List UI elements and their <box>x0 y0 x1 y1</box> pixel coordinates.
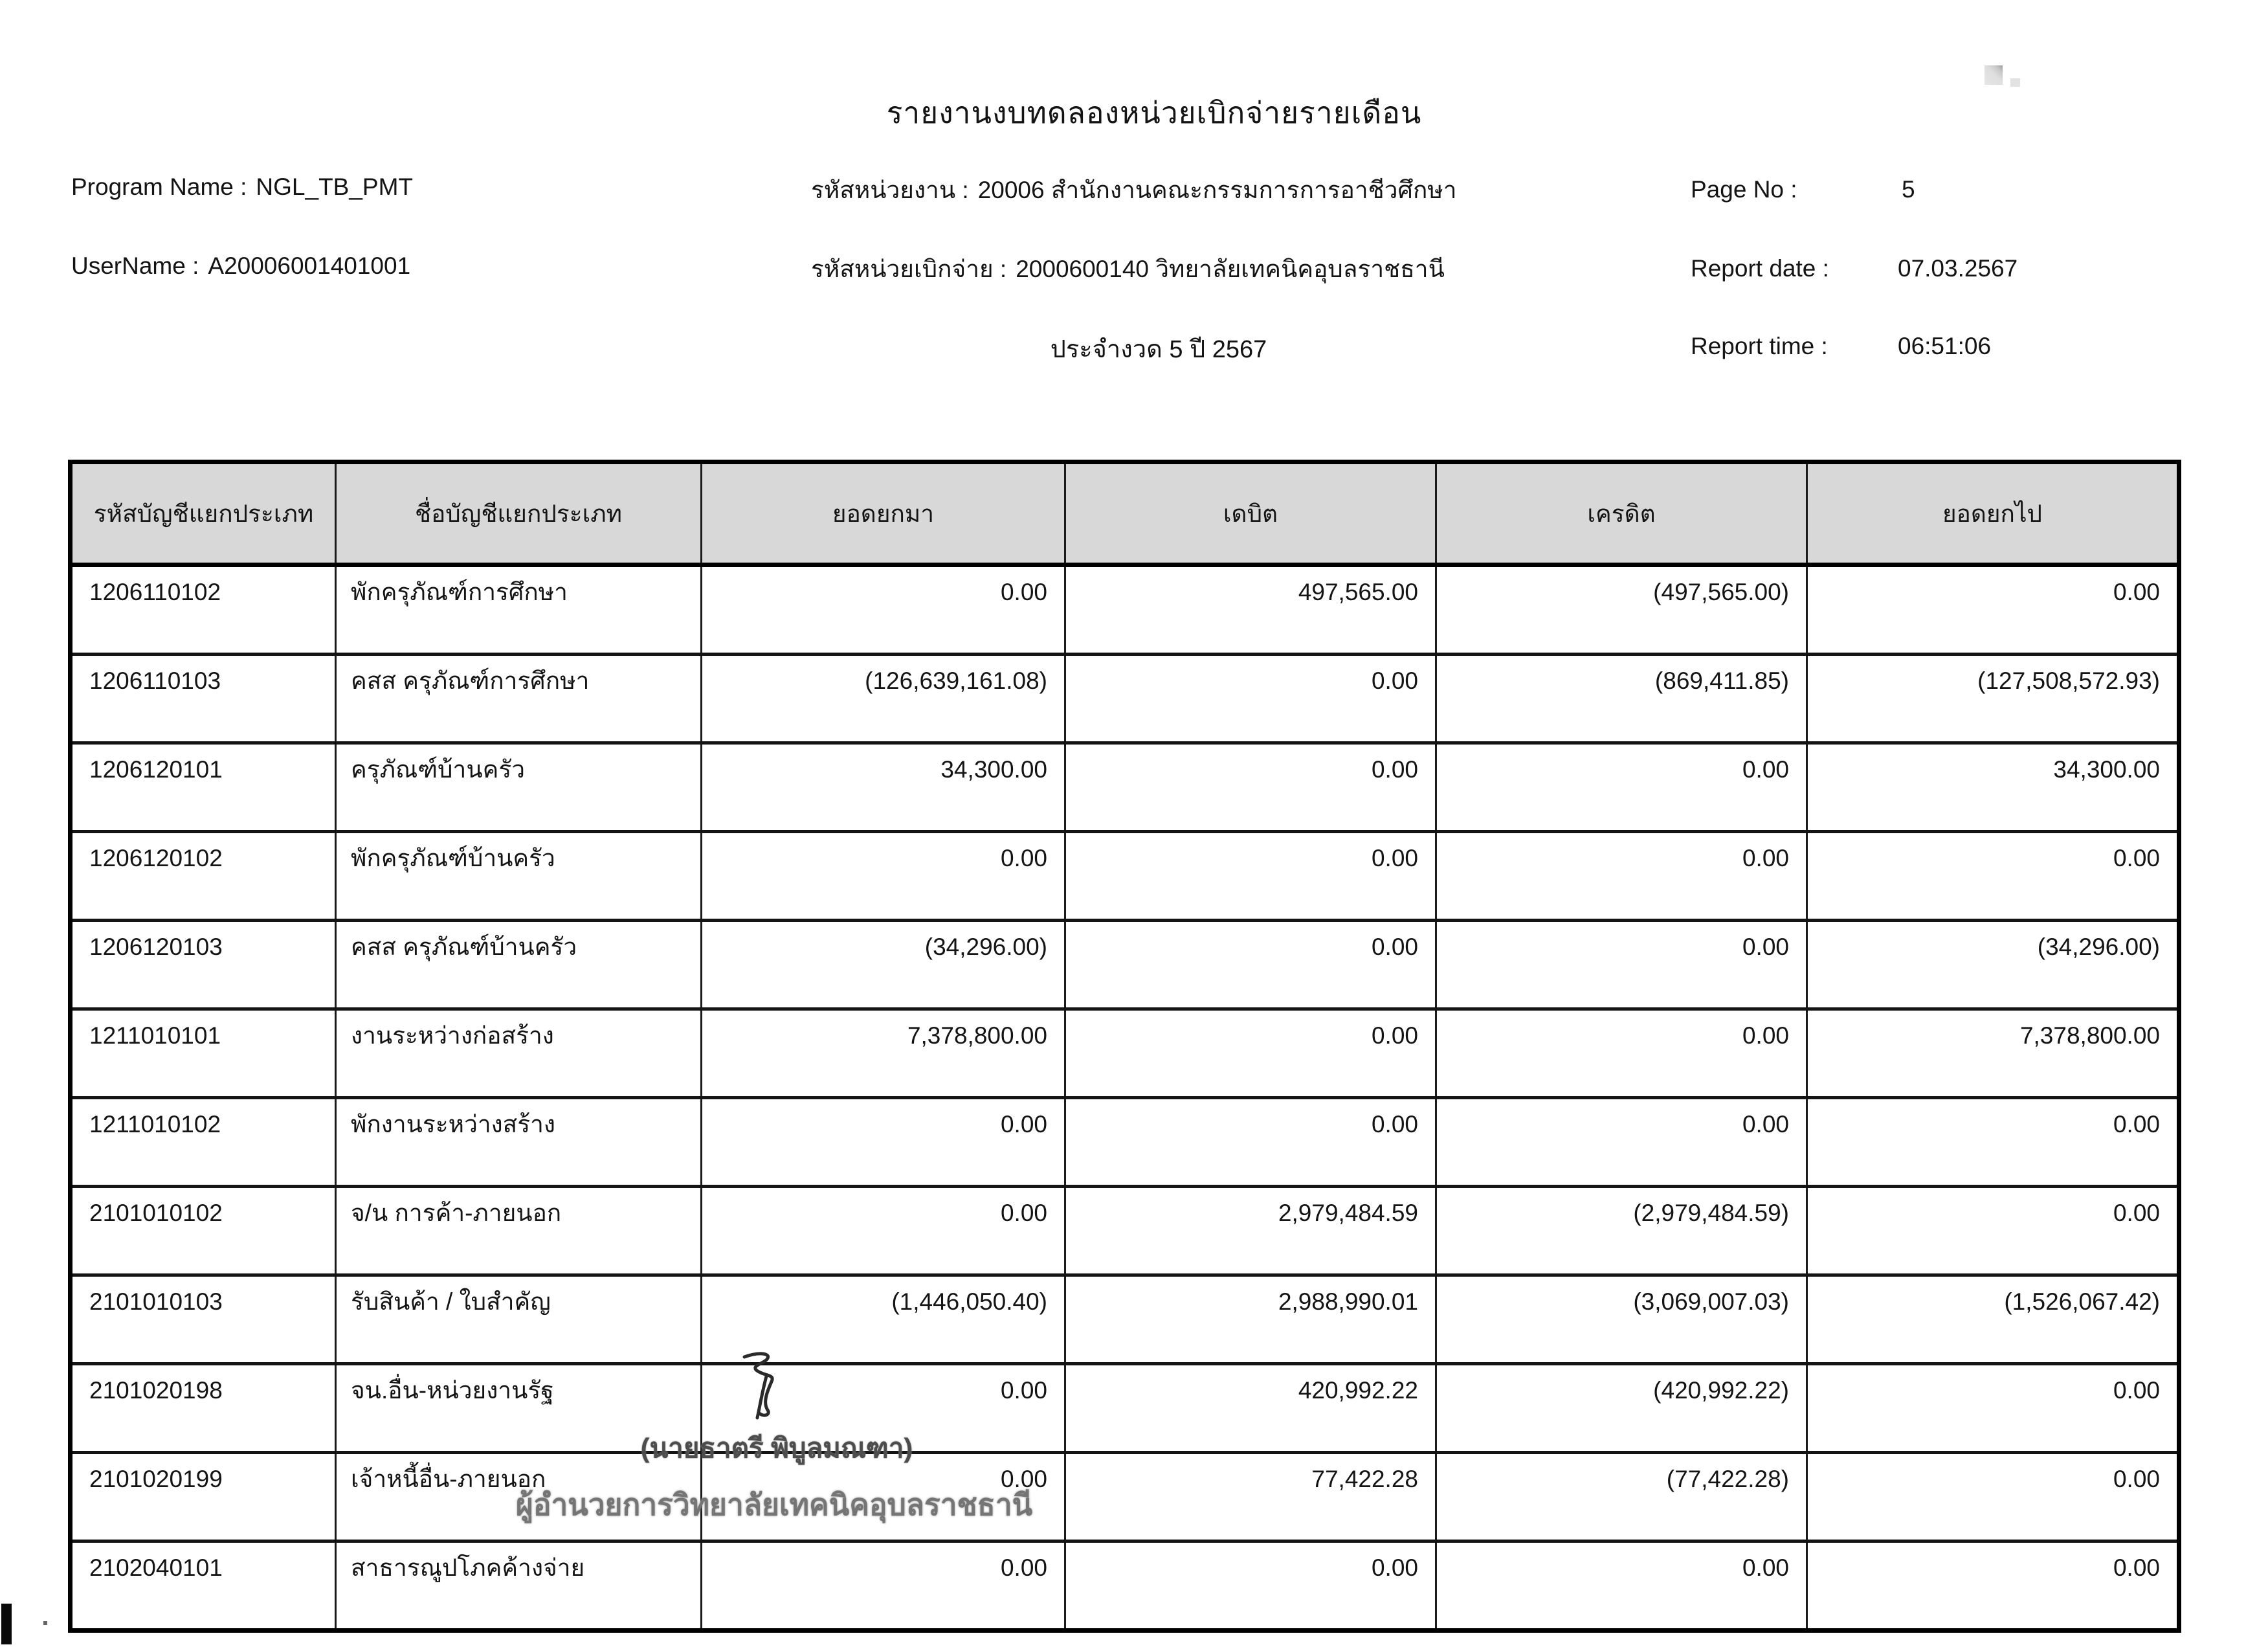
closing-balance-cell: 0.00 <box>1807 832 2179 921</box>
username-value: A20006001401001 <box>208 252 411 279</box>
report-time-value: 06:51:06 <box>1898 333 1992 359</box>
account-code-cell: 1206110102 <box>71 565 336 655</box>
closing-balance-cell: (127,508,572.93) <box>1807 655 2179 743</box>
period-line: ประจำงวด 5 ปี 2567 <box>1050 336 1267 363</box>
closing-balance-cell: 0.00 <box>1807 1541 2179 1631</box>
opening-balance-cell: 7,378,800.00 <box>702 1009 1065 1098</box>
credit-cell: (3,069,007.03) <box>1436 1275 1807 1364</box>
account-name-cell: รับสินค้า / ใบสำคัญ <box>336 1275 702 1364</box>
closing-balance-cell: 0.00 <box>1807 1453 2179 1541</box>
column-header: เดบิต <box>1065 462 1436 565</box>
scan-edge-mark <box>1 1604 12 1644</box>
table-row <box>71 1541 2179 1631</box>
account-code-cell: 1206120102 <box>71 832 336 921</box>
closing-balance-cell: 0.00 <box>1807 1187 2179 1275</box>
credit-cell: (497,565.00) <box>1436 565 1807 655</box>
credit-cell: 0.00 <box>1436 1009 1807 1098</box>
closing-balance-cell: 0.00 <box>1807 1364 2179 1453</box>
account-code-cell: 1206110103 <box>71 655 336 743</box>
column-header: ยอดยกมา <box>702 462 1065 565</box>
debit-cell: 2,979,484.59 <box>1065 1187 1436 1275</box>
debit-cell: 0.00 <box>1065 832 1436 921</box>
closing-balance-cell: 7,378,800.00 <box>1807 1009 2179 1098</box>
credit-cell: (2,979,484.59) <box>1436 1187 1807 1275</box>
account-code-cell: 2102040101 <box>71 1541 336 1631</box>
opening-balance-cell: 0.00 <box>702 1453 1065 1541</box>
opening-balance-cell: 0.00 <box>702 832 1065 921</box>
opening-balance-cell: 0.00 <box>702 1364 1065 1453</box>
closing-balance-cell: (1,526,067.42) <box>1807 1275 2179 1364</box>
debit-cell: 77,422.28 <box>1065 1453 1436 1541</box>
table-row <box>71 1009 2179 1098</box>
debit-cell: 0.00 <box>1065 1098 1436 1187</box>
debit-cell: 0.00 <box>1065 743 1436 832</box>
org-unit-line <box>811 171 1457 209</box>
account-name-cell: จน.อื่น-หน่วยงานรัฐ <box>336 1364 702 1453</box>
account-name-cell: คสส ครุภัณฑ์การศึกษา <box>336 655 702 743</box>
account-name-cell: พักครุภัณฑ์บ้านครัว <box>336 832 702 921</box>
account-name-cell: งานระหว่างก่อสร้าง <box>336 1009 702 1098</box>
debit-cell: 0.00 <box>1065 921 1436 1009</box>
report-time-label: Report time : <box>1691 333 1828 359</box>
trial-balance-table <box>68 460 2181 1633</box>
page-no-value: 5 <box>1902 176 1915 203</box>
program-name-line <box>71 174 413 201</box>
org-unit-value: 20006 สำนักงานคณะกรรมการการอาชีวศึกษา <box>977 177 1457 203</box>
table-body <box>71 565 2179 1631</box>
debit-cell: 497,565.00 <box>1065 565 1436 655</box>
opening-balance-cell: (126,639,161.08) <box>702 655 1065 743</box>
page-no-label: Page No : <box>1691 176 1797 203</box>
table-header-row <box>71 462 2179 565</box>
account-code-cell: 2101010103 <box>71 1275 336 1364</box>
account-name-cell: คสส ครุภัณฑ์บ้านครัว <box>336 921 702 1009</box>
table-row <box>71 832 2179 921</box>
account-code-cell: 1211010102 <box>71 1098 336 1187</box>
table-row <box>71 655 2179 743</box>
opening-balance-cell: 0.00 <box>702 1541 1065 1631</box>
account-code-cell: 2101020199 <box>71 1453 336 1541</box>
closing-balance-cell: 34,300.00 <box>1807 743 2179 832</box>
account-code-cell: 2101010102 <box>71 1187 336 1275</box>
debit-cell: 420,992.22 <box>1065 1364 1436 1453</box>
stamp-director-position: ผู้อำนวยการวิทยาลัยเทคนิคอุบลราชธานี <box>515 1488 1033 1521</box>
column-header: เครดิต <box>1436 462 1807 565</box>
scan-smudge <box>2010 78 2020 87</box>
org-unit-label: รหัสหน่วยงาน : <box>811 177 969 203</box>
table-row <box>71 1453 2179 1541</box>
debit-cell: 0.00 <box>1065 1541 1436 1631</box>
opening-balance-cell: (1,446,050.40) <box>702 1275 1065 1364</box>
table-row <box>71 921 2179 1009</box>
program-name-label: Program Name : <box>71 174 247 200</box>
debit-cell: 0.00 <box>1065 1009 1436 1098</box>
debit-cell: 2,988,990.01 <box>1065 1275 1436 1364</box>
stamp-director-name: (นายธาตรี พิบูลมณฑา) <box>640 1433 913 1463</box>
table-row <box>71 1364 2179 1453</box>
credit-cell: 0.00 <box>1436 743 1807 832</box>
report-date-value: 07.03.2567 <box>1898 255 2018 282</box>
username-label: UserName : <box>71 252 199 279</box>
credit-cell: (869,411.85) <box>1436 655 1807 743</box>
account-name-cell: ครุภัณฑ์บ้านครัว <box>336 743 702 832</box>
table-row <box>71 1275 2179 1364</box>
credit-cell: (420,992.22) <box>1436 1364 1807 1453</box>
debit-cell: 0.00 <box>1065 655 1436 743</box>
account-code-cell: 1206120101 <box>71 743 336 832</box>
account-code-cell: 1206120103 <box>71 921 336 1009</box>
disb-unit-value: 2000600140 วิทยาลัยเทคนิคอุบลราชธานี <box>1016 256 1445 282</box>
signature-mark <box>730 1348 808 1426</box>
table-row <box>71 743 2179 832</box>
account-code-cell: 1211010101 <box>71 1009 336 1098</box>
program-name-value: NGL_TB_PMT <box>256 174 414 200</box>
credit-cell: 0.00 <box>1436 1098 1807 1187</box>
account-name-cell: เจ้าหนี้อื่น-ภายนอก <box>336 1453 702 1541</box>
column-header: ยอดยกไป <box>1807 462 2179 565</box>
column-header: รหัสบัญชีแยกประเภท <box>71 462 336 565</box>
disb-unit-label: รหัสหน่วยเบิกจ่าย : <box>811 256 1007 282</box>
report-title: รายงานงบทดลองหน่วยเบิกจ่ายรายเดือน <box>886 96 1422 129</box>
credit-cell: 0.00 <box>1436 832 1807 921</box>
table-row <box>71 1187 2179 1275</box>
report-date-label: Report date : <box>1691 255 1829 282</box>
table-row <box>71 1098 2179 1187</box>
closing-balance-cell: 0.00 <box>1807 1098 2179 1187</box>
disb-unit-line <box>811 250 1445 288</box>
table-row <box>71 565 2179 655</box>
opening-balance-cell: 0.00 <box>702 1098 1065 1187</box>
credit-cell: (77,422.28) <box>1436 1453 1807 1541</box>
opening-balance-cell: (34,296.00) <box>702 921 1065 1009</box>
account-name-cell: พักครุภัณฑ์การศึกษา <box>336 565 702 655</box>
credit-cell: 0.00 <box>1436 1541 1807 1631</box>
opening-balance-cell: 0.00 <box>702 1187 1065 1275</box>
column-header: ชื่อบัญชีแยกประเภท <box>336 462 702 565</box>
account-name-cell: จ/น การค้า-ภายนอก <box>336 1187 702 1275</box>
closing-balance-cell: (34,296.00) <box>1807 921 2179 1009</box>
account-code-cell: 2101020198 <box>71 1364 336 1453</box>
closing-balance-cell: 0.00 <box>1807 565 2179 655</box>
credit-cell: 0.00 <box>1436 921 1807 1009</box>
account-name-cell: สาธารณูปโภคค้างจ่าย <box>336 1541 702 1631</box>
scan-smudge <box>1984 65 2003 85</box>
opening-balance-cell: 34,300.00 <box>702 743 1065 832</box>
account-name-cell: พักงานระหว่างสร้าง <box>336 1098 702 1187</box>
opening-balance-cell: 0.00 <box>702 565 1065 655</box>
scan-dot <box>43 1621 47 1625</box>
username-line <box>71 252 410 280</box>
